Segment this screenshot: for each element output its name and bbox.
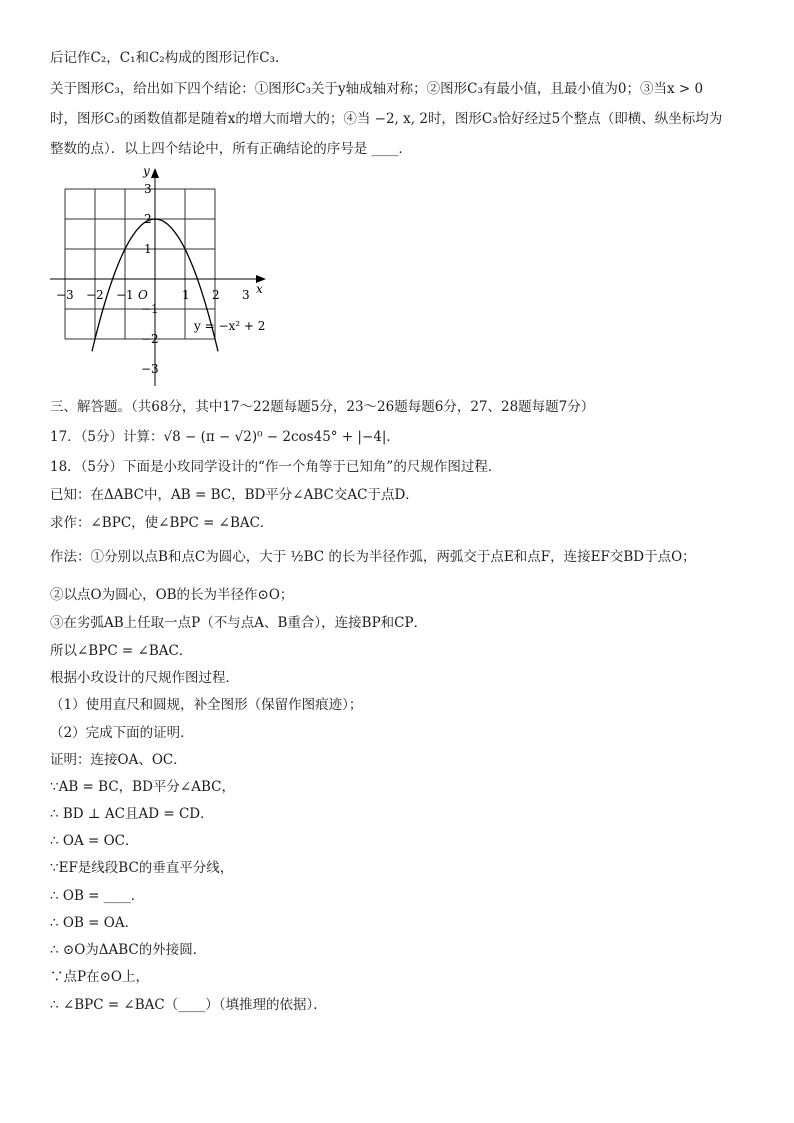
proof-line-3: ∴ BD ⊥ AC且AD = CD．	[50, 806, 214, 822]
x-tick-label: −3	[56, 288, 74, 302]
y-axis-arrow-icon	[151, 168, 159, 178]
x-tick-label: −2	[86, 288, 104, 302]
construct-text: 求作：∠BPC，使∠BPC = ∠BAC．	[50, 515, 274, 531]
y-tick-label: −2	[141, 332, 159, 346]
sub-question-2: （2）完成下面的证明．	[50, 725, 194, 741]
y-tick-label: −3	[141, 362, 159, 376]
proof-line-9: ∵点P在⊙O上，	[50, 969, 149, 985]
proof-line-7: ∴ OB = OA．	[50, 915, 139, 931]
y-tick-label: 3	[144, 182, 152, 196]
x-tick-label: 3	[242, 288, 250, 302]
q17-text: 17．（5分）计算：√8 − (π − √2)⁰ − 2cos45° + |−4|．	[50, 429, 400, 445]
function-graph	[50, 164, 280, 394]
proof-line-8: ∴ ⊙O为ΔABC的外接圆．	[50, 942, 207, 958]
text-line-2: 关于图形C₃，给出如下四个结论：①图形C₃关于y轴成轴对称；②图形C₃有最小值，且最小值为0；③当x > 0	[50, 81, 704, 97]
x-tick-label: −1	[116, 288, 134, 302]
origin-label: O	[138, 288, 148, 302]
text-line-4: 整数的点）．以上四个结论中，所有正确结论的序号是 ____．	[50, 141, 413, 157]
proof-line-6: ∴ OB = ____．	[50, 888, 145, 904]
y-tick-label: 2	[144, 212, 152, 226]
text-line-1: 后记作C₂，C₁和C₂构成的图形记作C₃．	[50, 50, 289, 66]
x-tick-label: 2	[212, 288, 220, 302]
curve-label: y = −x² + 2	[194, 319, 266, 333]
method-step-2: ②以点O为圆心，OB的长为半径作⊙O；	[50, 587, 294, 603]
q18-text: 18．（5分）下面是小玫同学设计的“作一个角等于已知角”的尺规作图过程．	[50, 459, 502, 475]
proof-line-1: 证明：连接OA、OC．	[50, 752, 187, 768]
section-three-heading: 三、解答题。（共68分，其中17～22题每题5分，23～26题每题6分，27、28题每题7分）	[50, 399, 595, 415]
y-tick-label: 1	[144, 242, 152, 256]
method-step-1: 作法：①分别以点B和点C为圆心，大于 ½BC 的长为半径作弧，两弧交于点E和点F，连接EF交BD于点O；	[50, 549, 696, 565]
sub-question-1: （1）使用直尺和圆规，补全图形（保留作图痕迹）；	[50, 697, 363, 713]
method-step-3: ③在劣弧AB上任取一点P（不与点A、B重合），连接BP和CP．	[50, 615, 428, 631]
conclusion-text: 所以∠BPC = ∠BAC．	[50, 643, 193, 659]
given-text: 已知：在ΔABC中，AB = BC，BD平分∠ABC交AC于点D．	[50, 487, 419, 503]
y-axis-label: y	[143, 164, 150, 178]
x-axis-label: x	[256, 282, 263, 296]
graph-grid	[65, 189, 215, 339]
proof-line-4: ∴ OA = OC．	[50, 833, 139, 849]
proof-line-2: ∵AB = BC，BD平分∠ABC，	[50, 779, 235, 795]
proof-line-10: ∴ ∠BPC = ∠BAC（____）（填推理的依据）．	[50, 997, 327, 1013]
text-line-3: 时，图形C₃的函数值都是随着x的增大而增大的；④当 −2, x, 2时，图形C₃恰好经过5个整点（即横、纵坐标均为	[50, 111, 723, 127]
y-tick-label: −1	[141, 302, 159, 316]
x-tick-label: 1	[182, 288, 190, 302]
proof-line-5: ∵EF是线段BC的垂直平分线，	[50, 860, 234, 876]
instruction-text: 根据小玫设计的尺规作图过程．	[50, 670, 239, 686]
